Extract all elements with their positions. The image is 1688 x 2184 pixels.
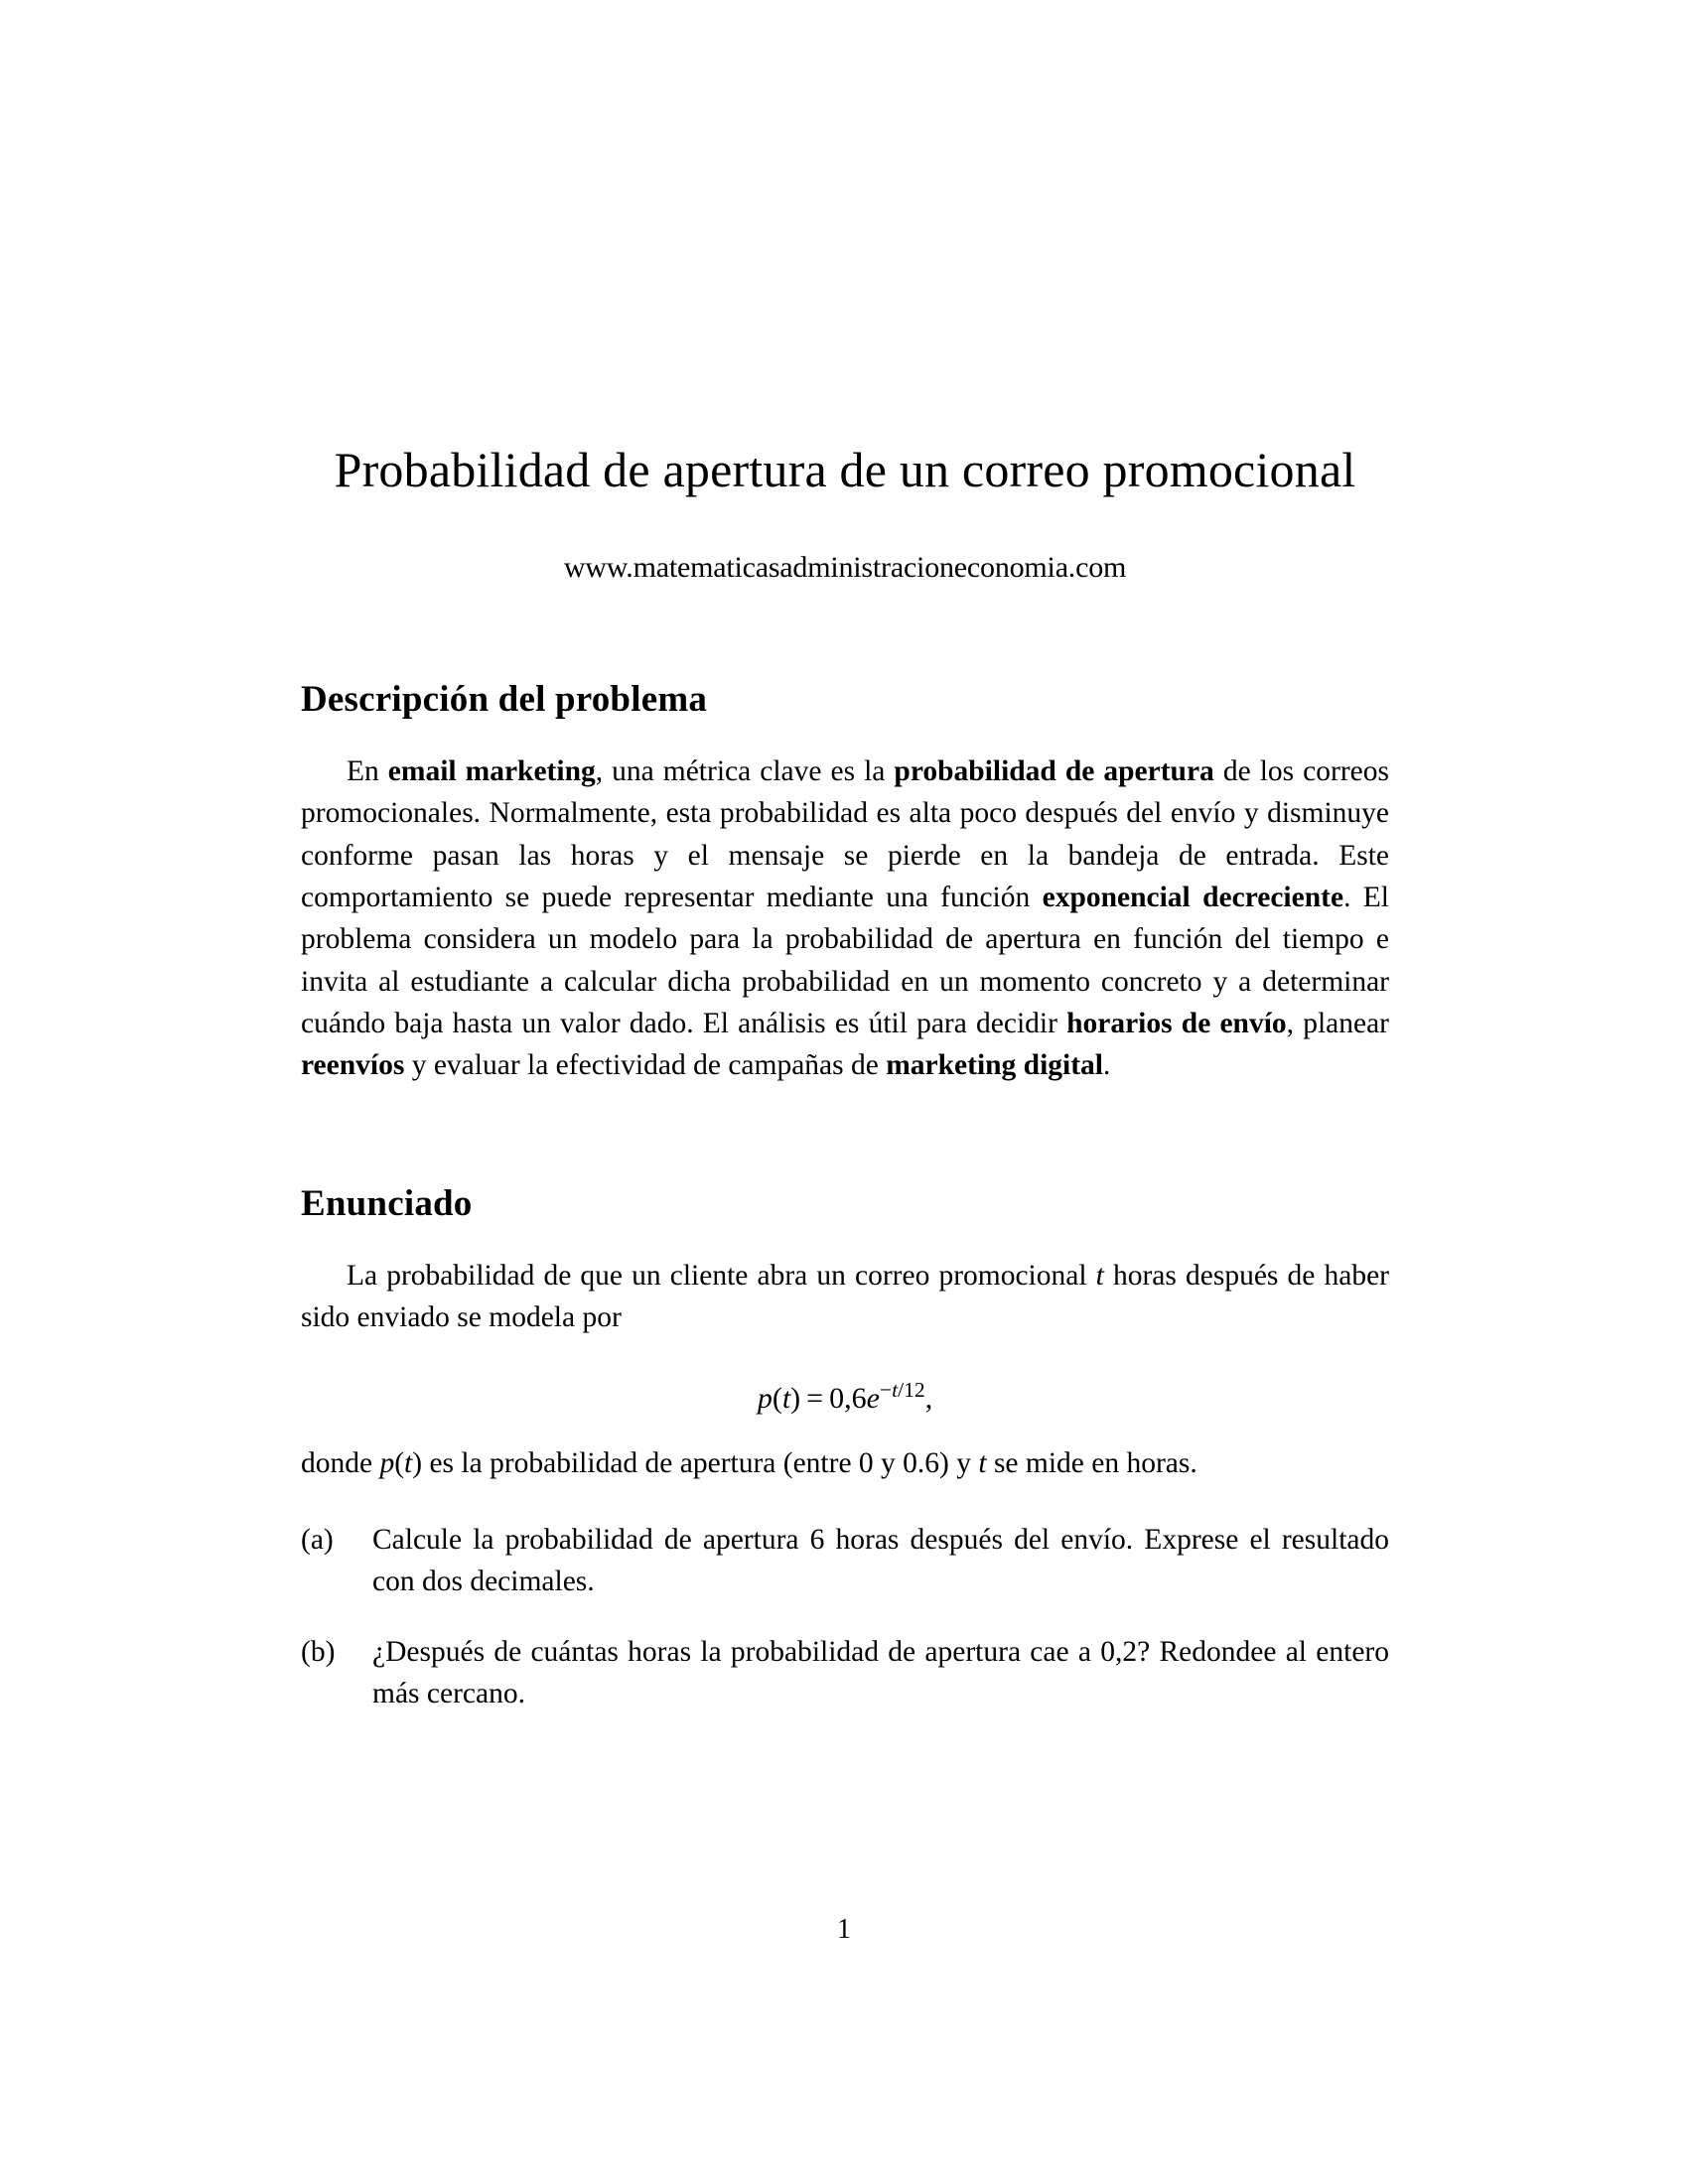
equation-function-p: p <box>757 1382 773 1416</box>
exponent-variable-t: t <box>892 1378 899 1403</box>
equation-paren-open: ( <box>772 1382 782 1416</box>
text-fragment: . El problema considera un modelo para la probabilidad de apertura en función del tiempo e invita al estudiante a calcular dicha probabilidad en un momento concreto y a determinar cuándo baja hasta un valor dado. El análisis es útil para decidir <box>301 881 1389 1039</box>
text-fragment: , planear <box>1286 1007 1390 1039</box>
emphasis-reenvios: reenvíos <box>301 1049 405 1082</box>
list-item <box>301 1519 1389 1603</box>
text-fragment: , una métrica clave es la <box>595 755 895 787</box>
section-heading-enunciado: Enunciado <box>301 1182 473 1224</box>
text-fragment: . <box>1103 1049 1111 1082</box>
document-subtitle-url: www.matematicasadministracioneconomia.com <box>563 551 1127 584</box>
text-fragment: La probabilidad de que un cliente abra un correo promocional <box>347 1259 1096 1292</box>
page-title: Probabilidad de apertura de un correo promocional <box>334 442 1356 497</box>
math-paren-close: ) <box>412 1447 423 1480</box>
equation-equals-sign: = <box>806 1382 824 1416</box>
page-number: 1 <box>837 1914 851 1945</box>
item-marker: (b) <box>301 1635 336 1668</box>
equation-base-e: e <box>866 1382 880 1416</box>
equation-trailing-comma: , <box>924 1382 933 1416</box>
emphasis-horarios-envio: horarios de envío <box>1066 1007 1287 1039</box>
enunciado-note-paragraph <box>301 1442 1389 1484</box>
emphasis-probabilidad-apertura: probabilidad de apertura <box>894 755 1214 787</box>
text-fragment: En <box>347 755 388 787</box>
math-variable-t: t <box>1095 1259 1104 1292</box>
text-fragment: es la probabilidad de apertura (entre 0 y 0.6) y <box>422 1447 979 1480</box>
display-equation-probability <box>301 1378 1389 1416</box>
equation-exponent <box>880 1378 925 1402</box>
text-fragment: donde <box>301 1447 380 1480</box>
exponent-sign: − <box>879 1378 893 1403</box>
emphasis-exponencial-decreciente: exponencial decreciente <box>1042 881 1344 913</box>
item-text: Calcule la probabilidad de apertura 6 horas después del envío. Exprese el resultado con dos decimales. <box>372 1523 1389 1598</box>
math-function-p: p <box>379 1447 395 1480</box>
exponent-divisor: /12 <box>898 1378 925 1403</box>
equation-argument-t: t <box>781 1382 791 1416</box>
list-item <box>301 1631 1389 1715</box>
math-paren-open: ( <box>394 1447 405 1480</box>
equation-coefficient: 0,6 <box>829 1382 867 1416</box>
item-text: ¿Después de cuántas horas la probabilidad de apertura cae a 0,2? Redondee al entero más cercano. <box>372 1635 1389 1710</box>
enunciado-intro-paragraph <box>301 1255 1389 1339</box>
math-argument-t: t <box>404 1447 413 1480</box>
document-content <box>301 0 1389 1742</box>
text-fragment: y evaluar la efectividad de campañas de <box>404 1049 887 1082</box>
text-fragment: se mide en horas. <box>986 1447 1197 1480</box>
item-marker: (a) <box>301 1523 334 1556</box>
equation-paren-close: ) <box>790 1382 801 1416</box>
math-variable-t-units: t <box>978 1447 987 1480</box>
problem-items-list <box>301 1519 1389 1715</box>
descripcion-paragraph <box>301 751 1389 1087</box>
emphasis-email-marketing: email marketing <box>387 755 596 787</box>
emphasis-marketing-digital: marketing digital <box>886 1049 1104 1082</box>
text-fragment: de los correos promocionales. Normalmente, esta probabilidad es alta poco después del envío y disminuye conforme pasan las horas y el mensaje se pierde en la bandeja de entrada. Este comportamiento se puede representar mediante una función <box>301 755 1389 913</box>
text-fragment: horas después de haber sido enviado se modela por <box>301 1259 1389 1333</box>
section-heading-descripcion: Descripción del problema <box>301 679 708 720</box>
